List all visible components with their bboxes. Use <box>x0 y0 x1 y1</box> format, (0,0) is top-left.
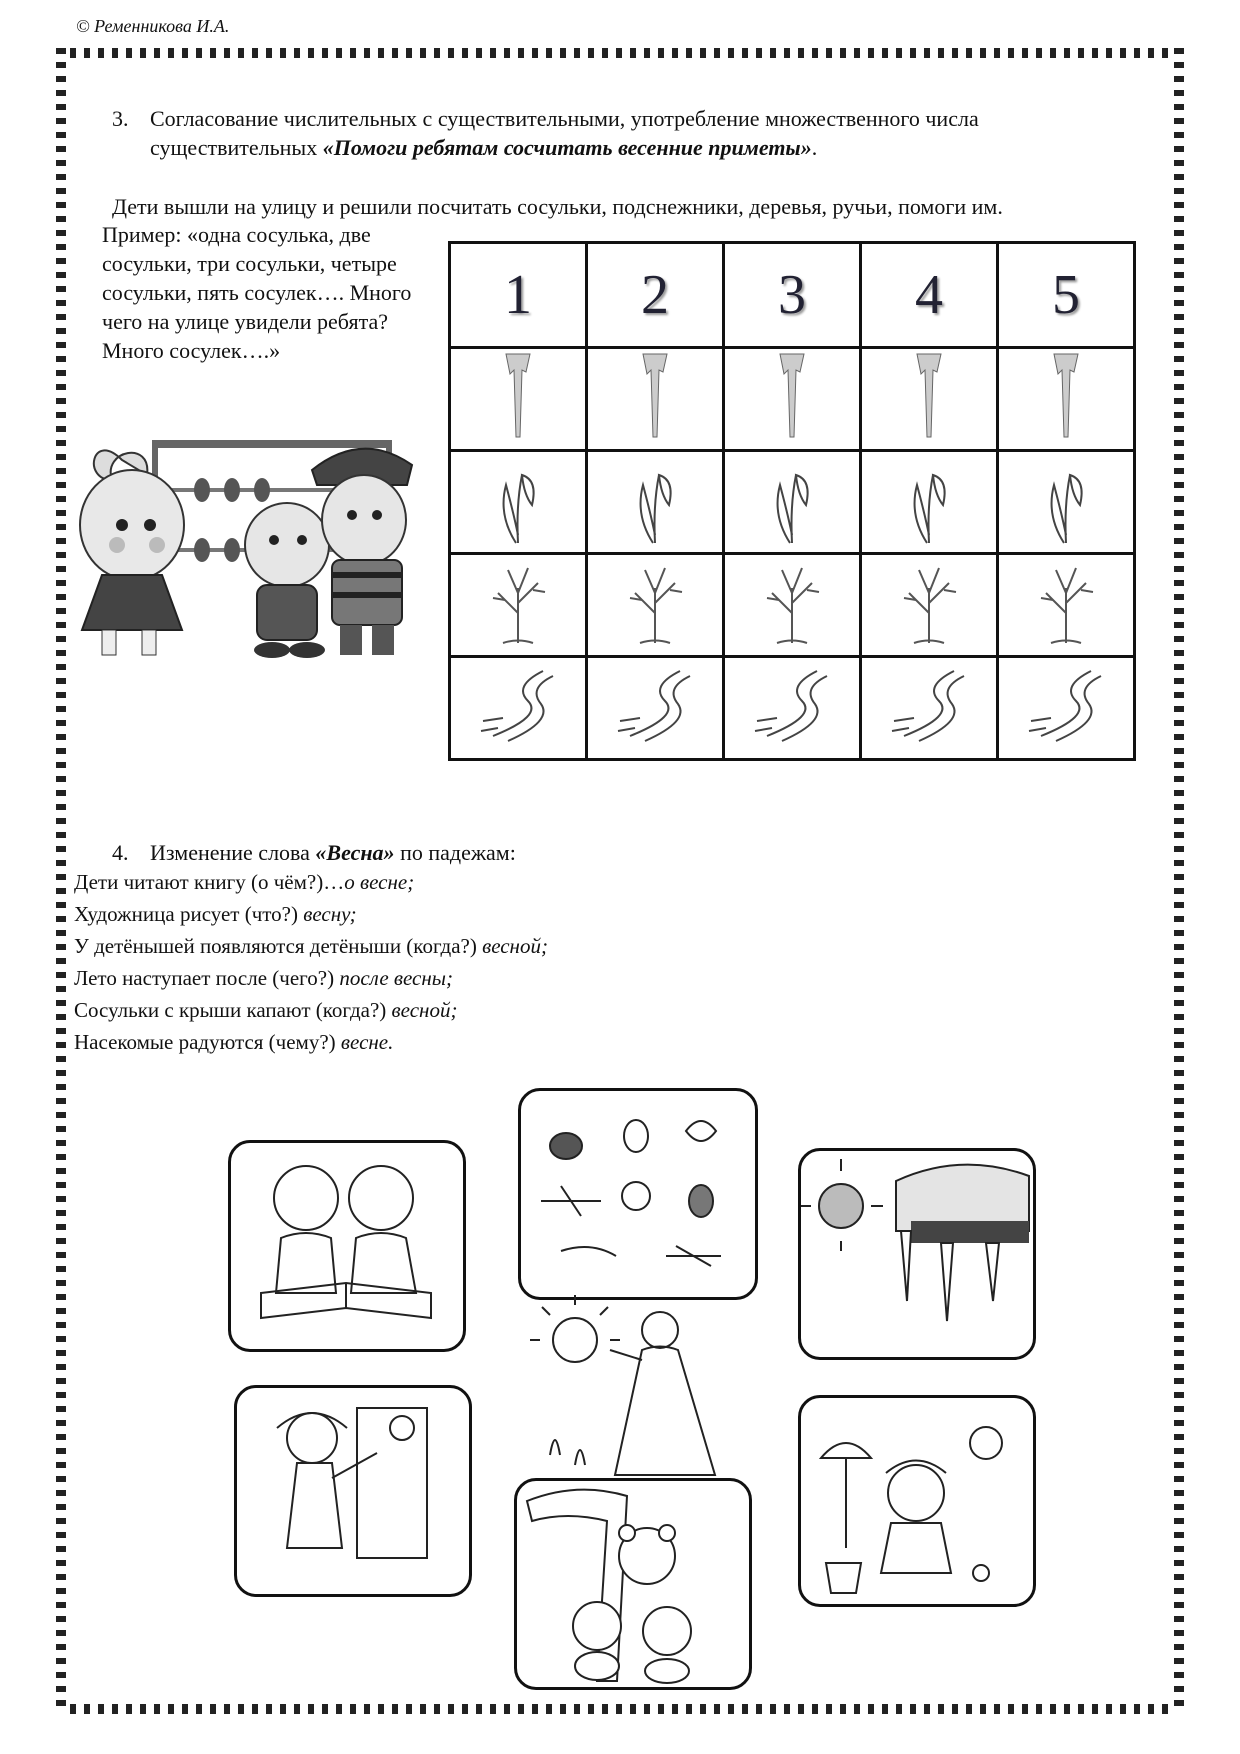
task4-text-b: по падежам: <box>394 840 516 865</box>
grid-cell <box>998 554 1135 657</box>
case-line: Художница рисует (что?) весну; <box>74 902 357 926</box>
grid-cell <box>450 348 587 451</box>
task3-title: «Помоги ребятам сосчитать весенние приметы» <box>322 135 812 160</box>
grid-cell <box>587 657 724 760</box>
stream-icon <box>473 666 563 746</box>
grid-cell <box>861 348 998 451</box>
summer-beach-picture <box>798 1395 1036 1607</box>
grid-number-cell <box>450 243 587 348</box>
counting-grid <box>448 241 1136 761</box>
task3-line2-end: . <box>811 135 818 160</box>
task4-number: 4. <box>112 840 129 865</box>
grid-number: 5 <box>1052 264 1080 326</box>
snowdrop-icon <box>1036 455 1096 545</box>
grid-cell <box>724 554 861 657</box>
grid-cell <box>724 451 861 554</box>
children-reading-icon <box>231 1143 463 1349</box>
insects-icon <box>521 1091 755 1297</box>
tree-icon <box>620 558 690 648</box>
snowdrop-icon <box>762 455 822 545</box>
sun-icicles-icon <box>801 1151 1033 1357</box>
task3-heading <box>112 104 979 162</box>
task4-word: «Весна» <box>315 840 395 865</box>
task3-intro: Дети вышли на улицу и решили посчитать сосульки, подснежники, деревья, ручьи, помоги им. <box>112 194 1003 219</box>
copyright-text: © Ременникова И.А. <box>76 16 230 36</box>
case-line: У детёнышей появляются детёныши (когда?) весной; <box>74 934 548 958</box>
task4-heading <box>112 838 516 867</box>
grid-cell <box>998 451 1135 554</box>
bear-family-icon <box>517 1481 749 1687</box>
icicle-icon <box>498 352 538 442</box>
icicle-icon <box>909 352 949 442</box>
grid-cell <box>587 348 724 451</box>
grid-number-cell <box>724 243 861 348</box>
icicles-roof-picture <box>798 1148 1036 1360</box>
case-list <box>74 866 548 1058</box>
grid-cell <box>587 554 724 657</box>
grid-cell <box>861 554 998 657</box>
case-line: Сосульки с крыши капают (когда?) весной; <box>74 998 458 1022</box>
tree-icon <box>483 558 553 648</box>
bears-picture <box>514 1478 752 1690</box>
icicle-icon <box>1046 352 1086 442</box>
stream-icon <box>610 666 700 746</box>
snowdrop-icon <box>488 455 548 545</box>
children-abacus-illustration <box>62 430 442 670</box>
snowdrop-icon <box>625 455 685 545</box>
spring-girl-illustration <box>530 1295 740 1485</box>
grid-cell <box>450 554 587 657</box>
tree-icon <box>1031 558 1101 648</box>
girl-beach-icon <box>801 1398 1033 1604</box>
painting-girl-picture <box>234 1385 472 1597</box>
case-line: Насекомые радуются (чему?) весне. <box>74 1030 394 1054</box>
stream-icon <box>884 666 974 746</box>
grid-cell <box>450 657 587 760</box>
grid-number: 2 <box>641 264 669 326</box>
grid-number-cell <box>998 243 1135 348</box>
icicle-icon <box>772 352 812 442</box>
case-line: Дети читают книгу (о чём?)…о весне; <box>74 870 415 894</box>
tree-icon <box>894 558 964 648</box>
grid-cell <box>724 657 861 760</box>
stream-icon <box>1021 666 1111 746</box>
case-line: Лето наступает после (чего?) после весны; <box>74 966 454 990</box>
grid-cell <box>587 451 724 554</box>
icicle-icon <box>635 352 675 442</box>
grid-cell <box>861 657 998 760</box>
grid-number-cell <box>861 243 998 348</box>
grid-number: 1 <box>504 264 532 326</box>
grid-number: 3 <box>778 264 806 326</box>
task3-line1: Согласование числительных с существительными, употребление множественного числа <box>150 106 979 131</box>
grid-number: 4 <box>915 264 943 326</box>
grid-number-cell <box>587 243 724 348</box>
task3-example: Пример: «одна сосулька, две сосульки, три сосульки, четыре сосульки, пять сосулек…. Много чего на улице увидели ребята? Много сосулек….» <box>102 222 412 363</box>
tree-icon <box>757 558 827 648</box>
reading-children-picture <box>228 1140 466 1352</box>
stream-icon <box>747 666 837 746</box>
task3-number: 3. <box>112 106 129 131</box>
snowdrop-icon <box>899 455 959 545</box>
grid-cell <box>450 451 587 554</box>
task3-line2: существительных <box>150 135 323 160</box>
girl-painting-icon <box>237 1388 469 1594</box>
grid-cell <box>724 348 861 451</box>
insects-picture <box>518 1088 758 1300</box>
grid-cell <box>998 348 1135 451</box>
grid-cell <box>861 451 998 554</box>
task4-text-a: Изменение слова <box>150 840 316 865</box>
grid-cell <box>998 657 1135 760</box>
